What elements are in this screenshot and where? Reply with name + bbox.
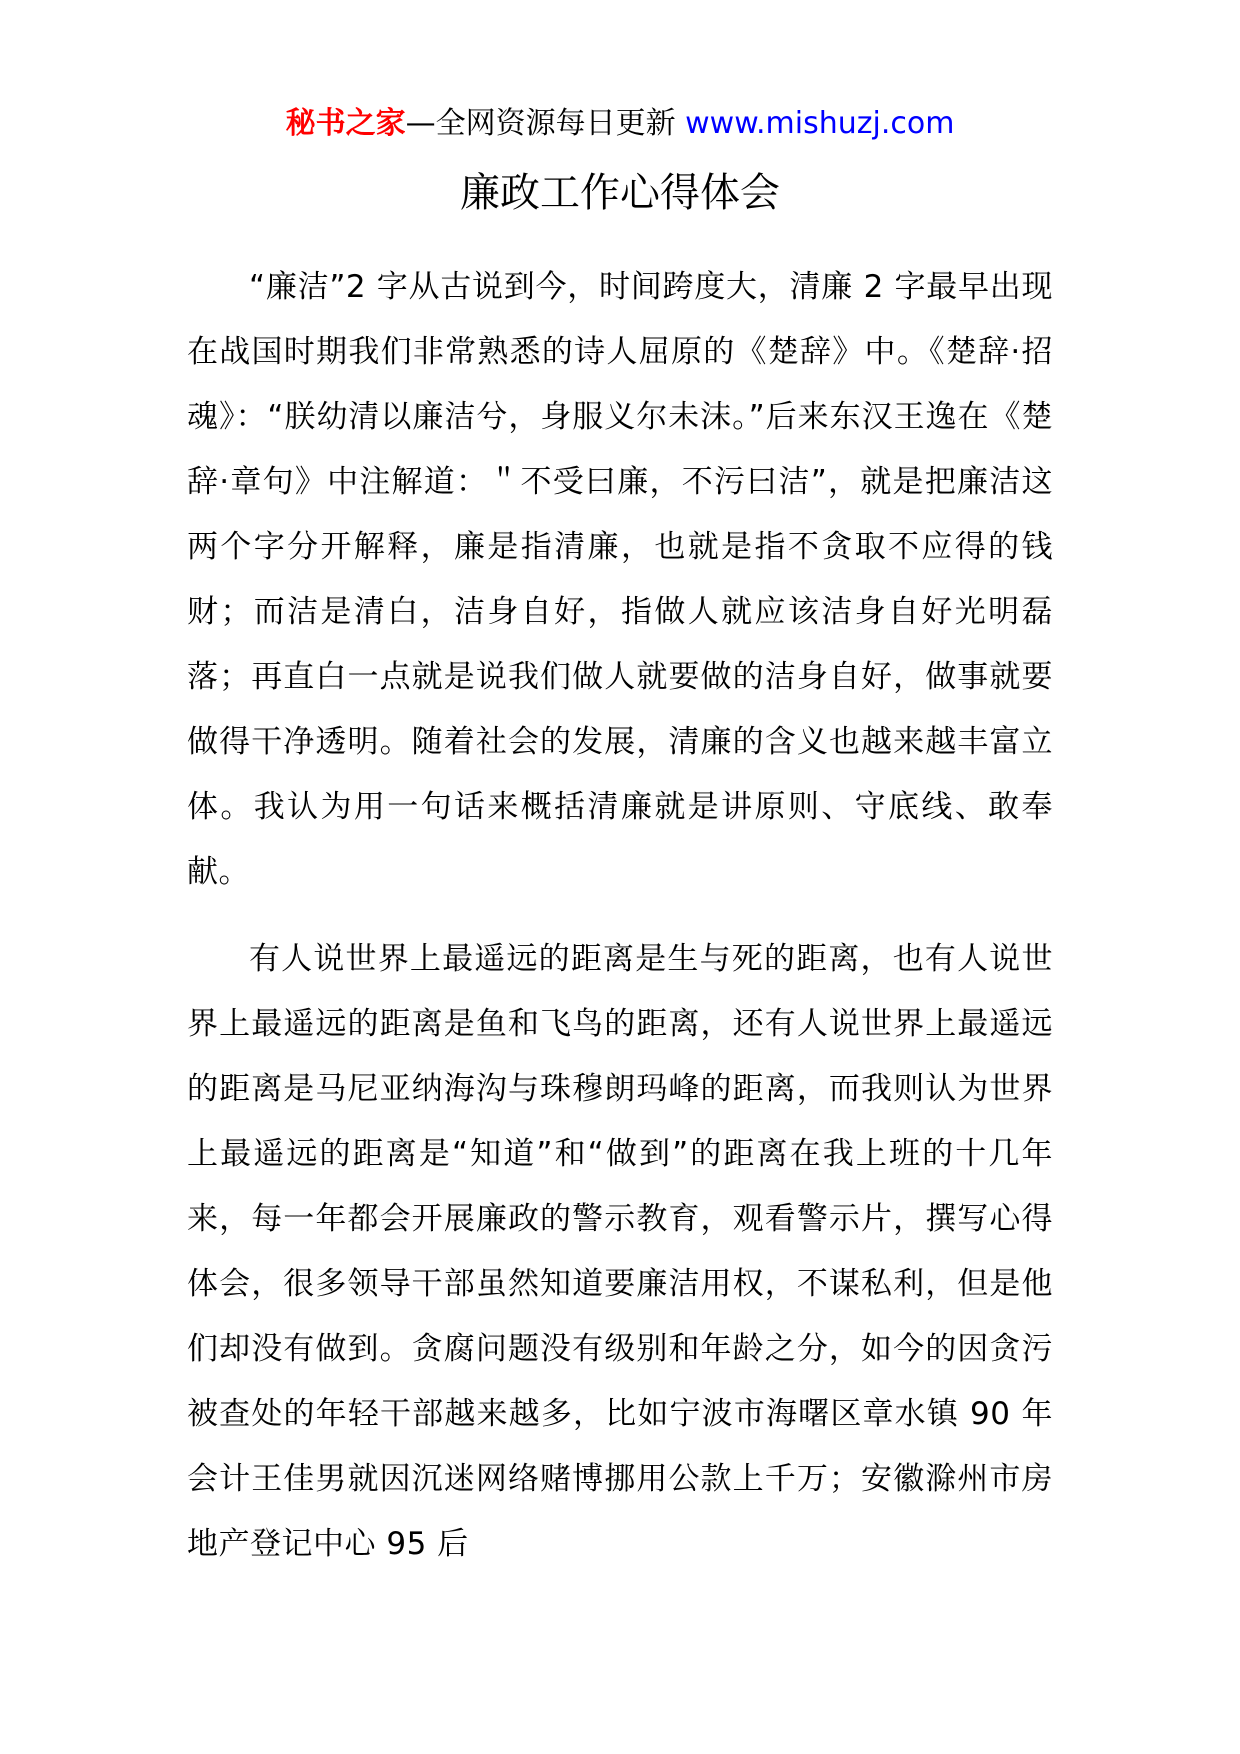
document-body: [187, 255, 1053, 1599]
header-slogan: —全网资源每日更新: [405, 106, 686, 141]
paragraph: 有人说世界上最遥远的距离是生与死的距离，也有人说世界上最遥远的距离是鱼和飞鸟的距离，还有人说世界上最遥远的距离是马尼亚纳海沟与珠穆朗玛峰的距离，而我则认为世界上最遥远的距离是“知道”和“做到”的距离在我上班的十几年来，每一年都会开展廉政的警示教育，观看警示片，撰写心得体会，很多领导干部虽然知道要廉洁用权，不谋私利，但是他们却没有做到。贪腐问题没有级别和年龄之分，如今的因贪污被查处的年轻干部越来越多，比如宁波市海曙区章水镇 90 年会计王佳男就因沉迷网络赌博挪用公款上千万；安徽滁州市房地产登记中心 95 后: [187, 941, 1053, 1562]
site-header: [0, 102, 1240, 146]
paragraph: “廉洁”2 字从古说到今，时间跨度大，清廉 2 字最早出现在战国时期我们非常熟悉的诗人屈原的《楚辞》中。《楚辞·招魂》：“朕幼清以廉洁兮，身服义尔未沫。”后来东汉王逸在《楚辞·章句》中注解道：＂不受曰廉，不污曰洁”，就是把廉洁这两个字分开解释，廉是指清廉，也就是指不贪取不应得的钱财；而洁是清白，洁身自好，指做人就应该洁身自好光明磊落；再直白一点就是说我们做人就要做的洁身自好，做事就要做得干净透明。随着社会的发展，清廉的含义也越来越丰富立体。我认为用一句话来概括清廉就是讲原则、守底线、敢奉献。: [187, 269, 1053, 890]
document-title: 廉政工作心得体会: [460, 170, 780, 216]
brand-name: 秘书之家: [285, 106, 406, 141]
website-url[interactable]: www.mishuzj.com: [685, 106, 955, 141]
